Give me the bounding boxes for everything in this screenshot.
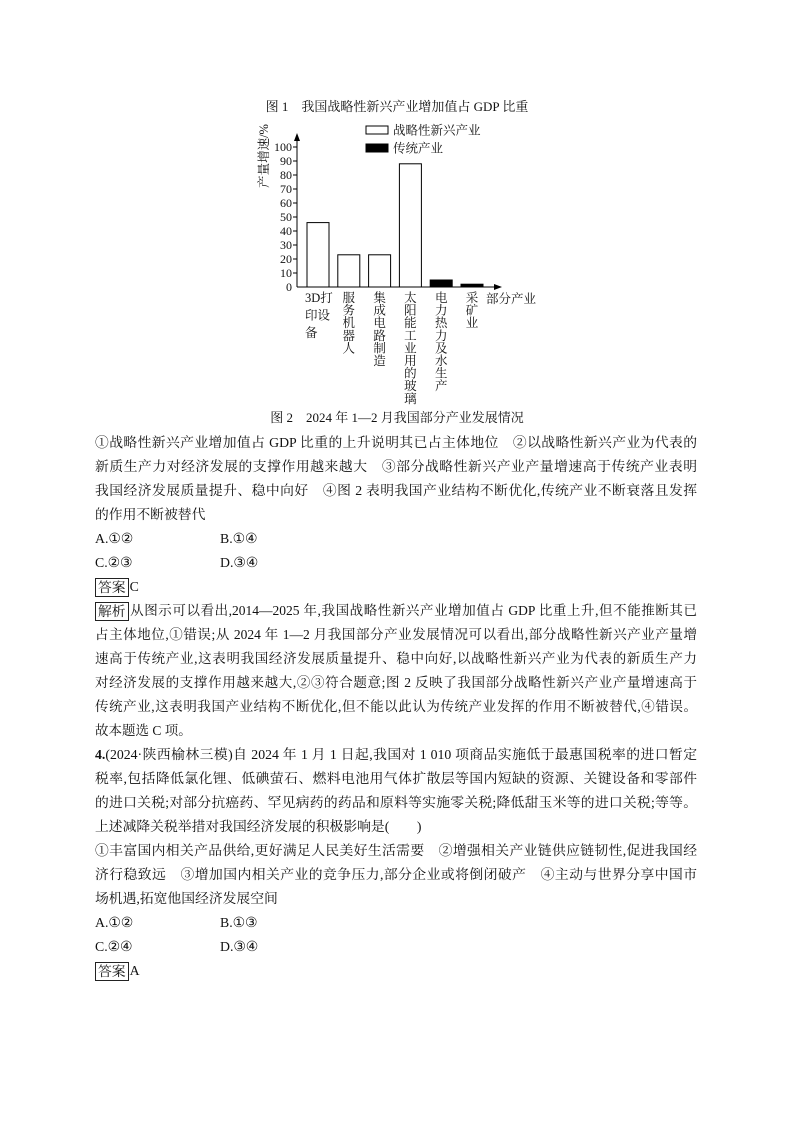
q4-answer-line xyxy=(95,959,697,983)
x-category-label: 电力热力及水生产 xyxy=(434,291,448,394)
answer-label-box: 答案 xyxy=(95,962,129,981)
bar-series-1 xyxy=(399,164,421,287)
bar-series-1 xyxy=(307,223,329,287)
x-axis-label: 部分产业 xyxy=(486,292,537,306)
q3-options-row xyxy=(95,551,697,575)
figure-2-caption: 图 2 2024 年 1—2 月我国部分产业发展情况 xyxy=(270,410,524,425)
question-number: 4. xyxy=(95,747,106,762)
q4-stem-line: 税率,包括降低氯化锂、低碘萤石、燃料电池用气体扩散层等国内短缺的资源、关键设备和零部件 xyxy=(95,771,697,786)
q3-analysis-line: 速高于传统产业,这表明我国经济发展质量提升、稳中向好,以战略性新兴产业为代表的新质生产力 xyxy=(95,651,697,666)
bar-series-2 xyxy=(461,284,483,287)
q4-statement-line: 场机遇,拓宽他国经济发展空间 xyxy=(95,891,278,906)
x-axis-arrow xyxy=(494,284,502,290)
y-tick-label: 50 xyxy=(280,210,292,224)
x-category-label: 集成电路制造 xyxy=(373,291,386,368)
q3-option-d[interactable]: D.③④ xyxy=(220,555,259,570)
q3-statement-line: 我国经济发展质量提升、稳中向好 ④图 2 表明我国产业结构不断优化,传统产业不断衰落且发挥 xyxy=(95,483,697,498)
y-tick-label: 70 xyxy=(280,182,292,196)
q3-analysis-line: 故本题选 C 项。 xyxy=(95,723,192,738)
q3-answer-line xyxy=(95,575,697,599)
legend-swatch xyxy=(366,144,388,152)
y-tick-label: 80 xyxy=(280,168,292,182)
question-body xyxy=(95,431,697,983)
legend-label: 战略性新兴产业 xyxy=(393,123,481,138)
figure-1-caption: 图 1 我国战略性新兴产业增加值占 GDP 比重 xyxy=(265,99,529,114)
q3-option-c[interactable]: C.②③ xyxy=(95,555,133,570)
q4-option-b[interactable]: B.①③ xyxy=(220,915,258,930)
q3-option-b[interactable]: B.①④ xyxy=(220,531,258,546)
q3-analysis-line: 对经济发展的支撑作用越来越大,②③符合题意;图 2 反映了我国部分战略性新兴产业产量增速高于 xyxy=(95,675,697,690)
q4-option-a[interactable]: A.①② xyxy=(95,915,134,930)
x-category-label: 3D打印设备 xyxy=(305,291,333,340)
q3-statement-line: ①战略性新兴产业增加值占 GDP 比重的上升说明其已占主体地位 ②以战略性新兴产业为代表的 xyxy=(95,435,697,450)
q3-options-row xyxy=(95,527,697,551)
bar-series-1 xyxy=(369,255,391,287)
q3-statement-line: 新质生产力对经济发展的支撑作用越来越大 ③部分战略性新兴产业产量增速高于传统产业表明 xyxy=(95,459,697,474)
x-category-label: 采矿业 xyxy=(465,291,479,331)
y-tick-label: 30 xyxy=(280,238,292,252)
y-tick-label: 20 xyxy=(280,252,292,266)
bar-series-2 xyxy=(430,280,452,287)
q4-options-row xyxy=(95,935,697,959)
q3-analysis-line: 解析 从图示可以看出,2014—2025 年,我国战略性新兴产业增加值占 GDP 比重上升,但不能推断其已 xyxy=(95,599,697,623)
y-axis-arrow xyxy=(294,133,300,141)
bar-series-1 xyxy=(338,255,360,287)
answer-label-box: 答案 xyxy=(95,578,129,597)
q4-answer-value: A xyxy=(129,963,140,978)
q3-analysis-line: 传统产业,这表明我国产业结构不断优化,但不能以此认为传统产业发挥的作用不断被替代,④错误。 xyxy=(95,699,697,714)
y-axis-label: 产量增速/% xyxy=(257,124,271,188)
q3-option-a[interactable]: A.①② xyxy=(95,531,134,546)
legend-label: 传统产业 xyxy=(393,141,444,156)
y-tick-label: 0 xyxy=(286,280,292,294)
y-tick-label: 100 xyxy=(274,140,292,154)
q4-stem-line: 的进口关税;对部分抗癌药、罕见病药的药品和原料等实施零关税;降低甜玉米等的进口关税;等等。 xyxy=(95,795,697,810)
y-tick-label: 40 xyxy=(280,224,292,238)
x-category-label: 太阳能工业用的玻璃 xyxy=(404,291,417,406)
q4-option-d[interactable]: D.③④ xyxy=(220,939,259,954)
q4-statement-line: 济行稳致远 ③增加国内相关产业的竞争压力,部分企业或将倒闭破产 ④主动与世界分享中国市 xyxy=(95,867,697,882)
x-category-label: 服务机器人 xyxy=(342,291,356,356)
y-tick-label: 90 xyxy=(280,154,292,168)
q4-stem-line: 上述减降关税举措对我国经济发展的积极影响是( ) xyxy=(95,819,422,834)
q3-statement-line: 的作用不断被替代 xyxy=(95,507,206,522)
q3-answer-value: C xyxy=(129,579,139,594)
analysis-label-box: 解析 xyxy=(95,602,129,621)
q4-stem-line: 4.(2024·陕西榆林三模)自 2024 年 1 月 1 日起,我国对 1 010 项商品实施低于最惠国税率的进口暂定 xyxy=(95,747,697,762)
q4-option-c[interactable]: C.②④ xyxy=(95,939,133,954)
bar-chart xyxy=(0,0,794,410)
q4-options-row xyxy=(95,911,697,935)
q3-analysis-line: 占主体地位,①错误;从 2024 年 1—2 月我国部分产业发展情况可以看出,部分战略性新兴产业产量增 xyxy=(95,627,697,642)
q4-statement-line: ①丰富国内相关产品供给,更好满足人民美好生活需要 ②增强相关产业链供应链韧性,促进我国经 xyxy=(95,843,697,858)
legend-swatch xyxy=(366,126,388,134)
y-tick-label: 10 xyxy=(280,266,292,280)
y-tick-label: 60 xyxy=(280,196,292,210)
